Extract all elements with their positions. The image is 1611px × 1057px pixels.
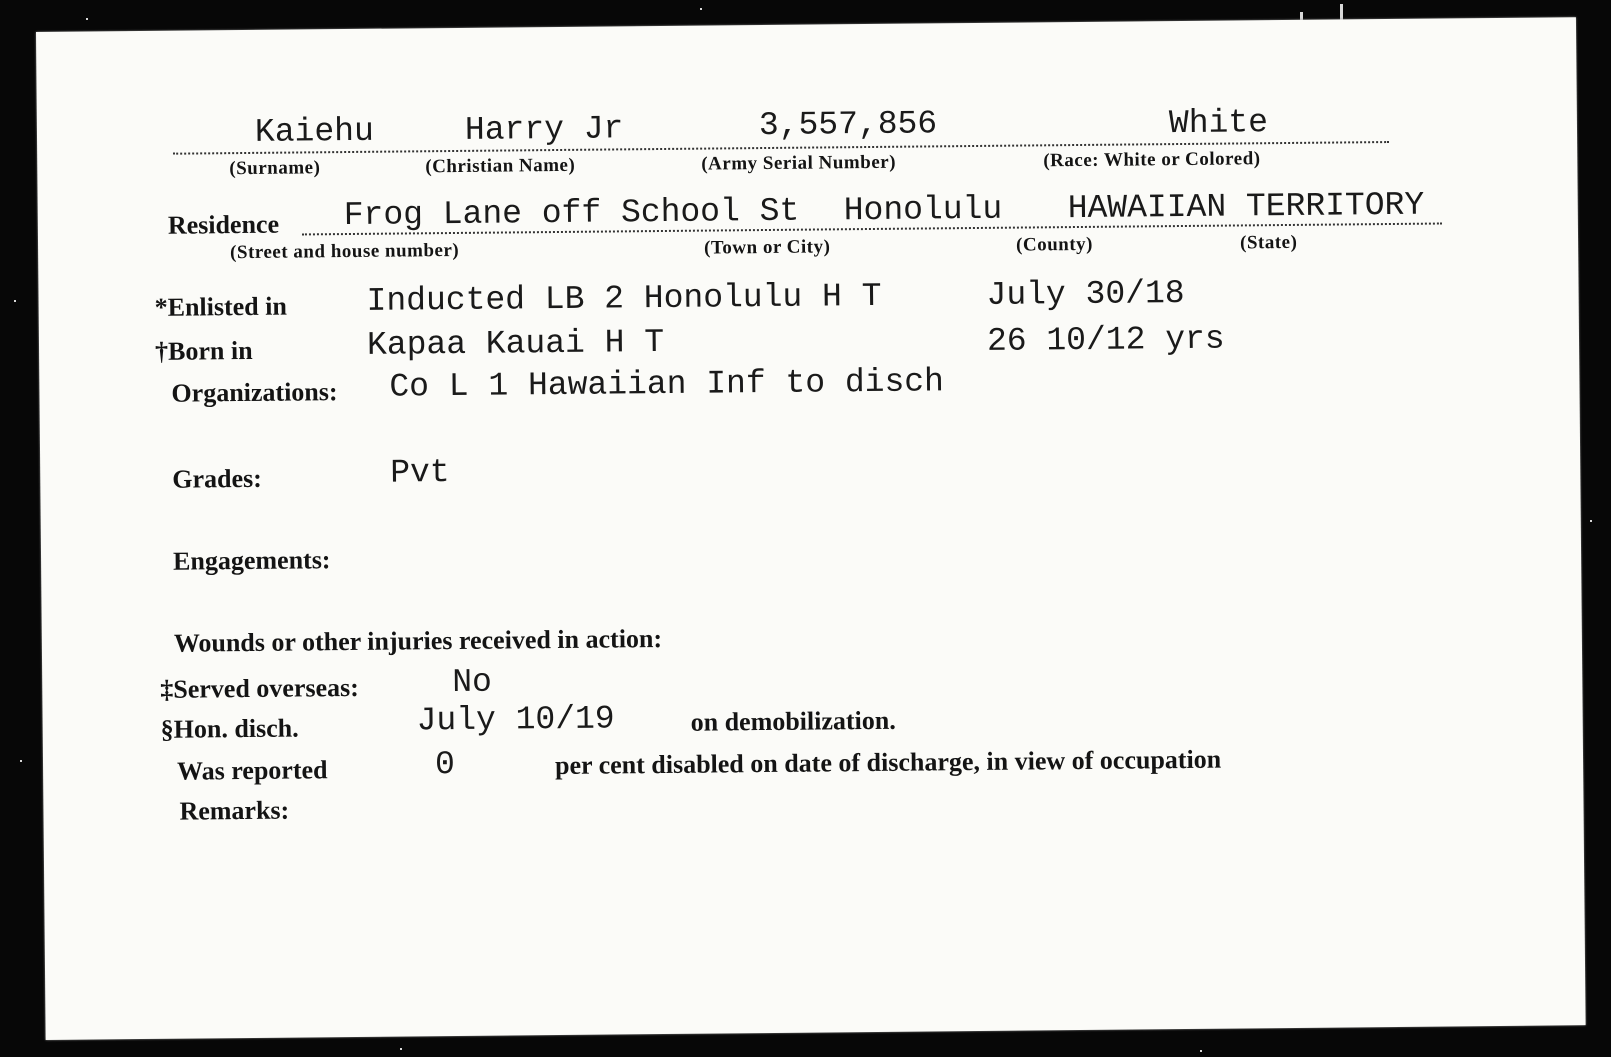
town-caption: (Town or City) bbox=[704, 236, 831, 259]
born-label: †Born in bbox=[154, 335, 253, 366]
county-caption: (County) bbox=[1015, 233, 1094, 256]
remarks-label: Remarks: bbox=[179, 795, 290, 826]
enlisted-date-value: July 30/18 bbox=[986, 274, 1185, 314]
enlisted-value: Inducted LB 2 Honolulu H T bbox=[366, 277, 882, 320]
age-value: 26 10/12 yrs bbox=[986, 320, 1225, 360]
film-speck bbox=[1200, 1050, 1202, 1052]
service-record-card bbox=[36, 17, 1586, 1040]
reported-value: 0 bbox=[434, 746, 456, 784]
residence-town-value: Honolulu bbox=[843, 190, 1003, 230]
reported-label: Was reported bbox=[176, 755, 328, 786]
film-speck bbox=[86, 18, 88, 20]
organizations-label: Organizations: bbox=[171, 377, 338, 408]
film-speck bbox=[1590, 520, 1592, 522]
serial-number-value: 3,557,856 bbox=[758, 105, 938, 145]
hon-disch-label: §Hon. disch. bbox=[160, 713, 299, 744]
residence-county-state-value: HAWAIIAN TERRITORY bbox=[1067, 186, 1425, 228]
organizations-value: Co L 1 Hawaiian Inf to disch bbox=[389, 363, 945, 406]
christian-name-caption: (Christian Name) bbox=[425, 154, 576, 178]
reported-suffix: per cent disabled on date of discharge, in view of occupation bbox=[554, 744, 1222, 781]
residence-label: Residence bbox=[167, 209, 280, 240]
surname-value: Kaiehu bbox=[254, 112, 374, 151]
surname-caption: (Surname) bbox=[229, 157, 321, 180]
hon-disch-suffix: on demobilization. bbox=[690, 705, 896, 737]
street-caption: (Street and house number) bbox=[230, 239, 460, 264]
served-overseas-label: ‡Served overseas: bbox=[160, 672, 360, 704]
film-speck bbox=[20, 760, 22, 762]
born-value: Kapaa Kauai H T bbox=[366, 323, 665, 364]
wounds-label: Wounds or other injuries received in action: bbox=[173, 624, 663, 658]
race-caption: (Race: White or Colored) bbox=[1043, 148, 1261, 172]
enlisted-label: *Enlisted in bbox=[154, 291, 288, 322]
film-speck bbox=[700, 8, 702, 10]
grades-label: Grades: bbox=[172, 463, 262, 494]
race-value: White bbox=[1168, 104, 1269, 143]
film-speck bbox=[400, 1048, 402, 1050]
film-speck bbox=[14, 300, 16, 302]
engagements-label: Engagements: bbox=[172, 545, 331, 576]
hon-disch-date-value: July 10/19 bbox=[416, 700, 615, 740]
serial-number-caption: (Army Serial Number) bbox=[701, 151, 897, 175]
residence-street-value: Frog Lane off School St bbox=[343, 192, 800, 235]
grades-value: Pvt bbox=[390, 454, 450, 492]
state-caption: (State) bbox=[1239, 231, 1298, 254]
served-overseas-value: No bbox=[452, 663, 493, 702]
christian-name-value: Harry Jr bbox=[464, 110, 624, 149]
